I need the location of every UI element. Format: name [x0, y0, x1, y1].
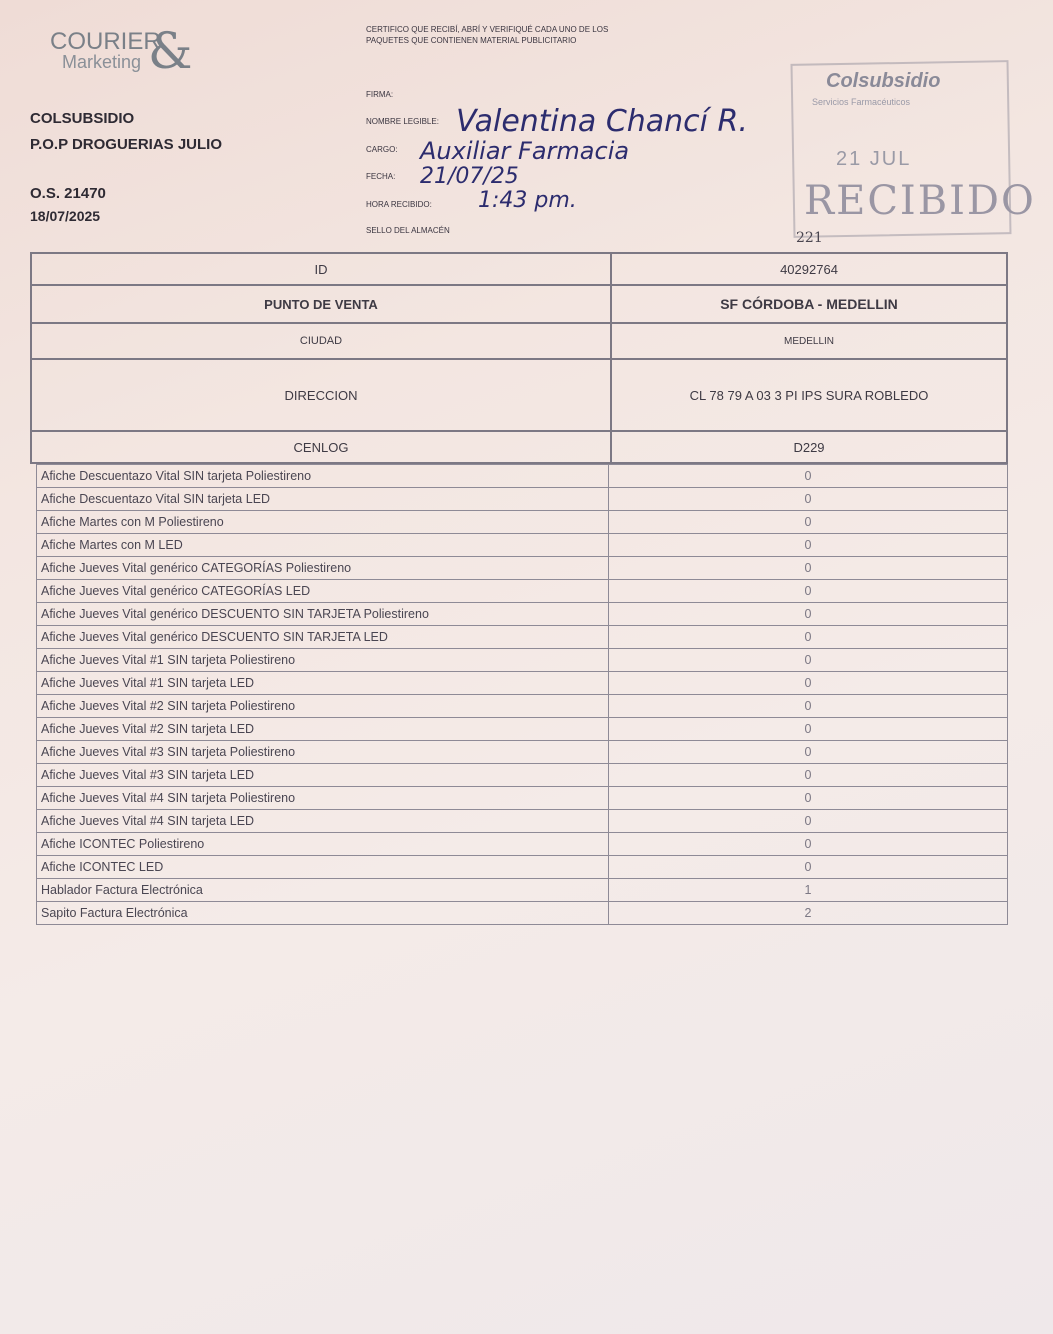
item-row [37, 741, 1008, 764]
direccion-row [31, 359, 1007, 431]
id-row [31, 253, 1007, 285]
store-info-table [30, 252, 1008, 464]
item-quantity: 0 [609, 603, 1008, 626]
item-row [37, 672, 1008, 695]
direccion-label: DIRECCION [31, 359, 611, 431]
cargo-label: CARGO: [366, 145, 398, 154]
ciudad-row [31, 323, 1007, 359]
item-quantity: 1 [609, 879, 1008, 902]
item-quantity: 2 [609, 902, 1008, 925]
item-quantity: 0 [609, 856, 1008, 879]
item-row [37, 879, 1008, 902]
fecha-label: FECHA: [366, 172, 396, 181]
item-row [37, 856, 1008, 879]
hora-label: HORA RECIBIDO: [366, 200, 432, 209]
firma-label: FIRMA: [366, 90, 394, 99]
item-row [37, 488, 1008, 511]
item-quantity: 0 [609, 764, 1008, 787]
stamp-brand: Colsubsidio [826, 70, 941, 92]
id-label: ID [31, 253, 611, 285]
stamp-status: RECIBIDO [804, 178, 1036, 224]
stamp-date: 21 JUL [836, 148, 912, 170]
item-quantity: 0 [609, 649, 1008, 672]
item-row [37, 511, 1008, 534]
item-row [37, 626, 1008, 649]
cargo-value: Auxiliar Farmacia [420, 137, 630, 165]
logo-line1: COURIER [50, 28, 161, 55]
ciudad-label: CIUDAD [31, 323, 611, 359]
pdv-value: SF CÓRDOBA - MEDELLIN [611, 285, 1007, 323]
item-row [37, 833, 1008, 856]
client-name: COLSUBSIDIO [30, 110, 135, 127]
item-name: Afiche Martes con M Poliestireno [37, 511, 609, 534]
item-name: Afiche Martes con M LED [37, 534, 609, 557]
pdv-label: PUNTO DE VENTA [31, 285, 611, 323]
item-name: Afiche Jueves Vital genérico CATEGORÍAS LED [37, 580, 609, 603]
item-quantity: 0 [609, 511, 1008, 534]
client-program: P.O.P DROGUERIAS JULIO [30, 136, 222, 153]
stamp-subtitle: Servicios Farmacéuticos [812, 97, 911, 107]
item-quantity: 0 [609, 465, 1008, 488]
item-row [37, 465, 1008, 488]
item-name: Afiche Jueves Vital #4 SIN tarjeta LED [37, 810, 609, 833]
item-quantity: 0 [609, 626, 1008, 649]
pdv-row [31, 285, 1007, 323]
direccion-value: CL 78 79 A 03 3 PI IPS SURA ROBLEDO [611, 359, 1007, 431]
item-name: Afiche Jueves Vital #1 SIN tarjeta Poliestireno [37, 649, 609, 672]
items-table [36, 464, 1008, 925]
item-row [37, 534, 1008, 557]
item-quantity: 0 [609, 557, 1008, 580]
certificate-text: CERTIFICO QUE RECIBÍ, ABRÍ Y VERIFIQUÉ CADA UNO DE LOS PAQUETES QUE CONTIENEN MATERIAL PUBLICITARIO [366, 25, 609, 45]
hora-value: 1:43 pm. [478, 188, 577, 213]
courier-logo [44, 22, 194, 82]
item-row [37, 902, 1008, 925]
cenlog-row [31, 431, 1007, 463]
item-quantity: 0 [609, 695, 1008, 718]
item-quantity: 0 [609, 718, 1008, 741]
item-quantity: 0 [609, 810, 1008, 833]
item-row [37, 580, 1008, 603]
sello-label: SELLO DEL ALMACÉN [366, 226, 450, 235]
item-name: Afiche Jueves Vital #4 SIN tarjeta Poliestireno [37, 787, 609, 810]
item-quantity: 0 [609, 534, 1008, 557]
item-name: Afiche Jueves Vital #2 SIN tarjeta Poliestireno [37, 695, 609, 718]
cenlog-value: D229 [611, 431, 1007, 463]
logo-ampersand: & [148, 22, 193, 80]
logo-line2: Marketing [62, 52, 142, 72]
item-name: Afiche Descuentazo Vital SIN tarjeta Poliestireno [37, 465, 609, 488]
item-row [37, 787, 1008, 810]
fecha-value: 21/07/25 [420, 164, 519, 189]
item-quantity: 0 [609, 833, 1008, 856]
item-row [37, 695, 1008, 718]
item-name: Afiche Descuentazo Vital SIN tarjeta LED [37, 488, 609, 511]
item-name: Afiche Jueves Vital genérico DESCUENTO SIN TARJETA Poliestireno [37, 603, 609, 626]
item-name: Afiche Jueves Vital #3 SIN tarjeta Poliestireno [37, 741, 609, 764]
order-number: O.S. 21470 [30, 185, 106, 202]
item-name: Hablador Factura Electrónica [37, 879, 609, 902]
item-name: Afiche Jueves Vital genérico DESCUENTO SIN TARJETA LED [37, 626, 609, 649]
nombre-label: NOMBRE LEGIBLE: [366, 117, 439, 126]
order-date: 18/07/2025 [30, 208, 101, 224]
item-quantity: 0 [609, 488, 1008, 511]
cenlog-label: CENLOG [31, 431, 611, 463]
item-quantity: 0 [609, 787, 1008, 810]
item-row [37, 649, 1008, 672]
item-name: Sapito Factura Electrónica [37, 902, 609, 925]
item-name: Afiche Jueves Vital genérico CATEGORÍAS Poliestireno [37, 557, 609, 580]
item-quantity: 0 [609, 741, 1008, 764]
item-row [37, 603, 1008, 626]
item-name: Afiche Jueves Vital #1 SIN tarjeta LED [37, 672, 609, 695]
item-name: Afiche Jueves Vital #3 SIN tarjeta LED [37, 764, 609, 787]
item-row [37, 810, 1008, 833]
item-quantity: 0 [609, 580, 1008, 603]
item-quantity: 0 [609, 672, 1008, 695]
item-name: Afiche ICONTEC Poliestireno [37, 833, 609, 856]
item-name: Afiche Jueves Vital #2 SIN tarjeta LED [37, 718, 609, 741]
ciudad-value: MEDELLIN [611, 323, 1007, 359]
item-row [37, 557, 1008, 580]
item-name: Afiche ICONTEC LED [37, 856, 609, 879]
item-row [37, 764, 1008, 787]
nombre-value: Valentina Chancí R. [456, 104, 748, 139]
id-value: 40292764 [611, 253, 1007, 285]
stamp-number: 221 [796, 230, 823, 246]
item-row [37, 718, 1008, 741]
